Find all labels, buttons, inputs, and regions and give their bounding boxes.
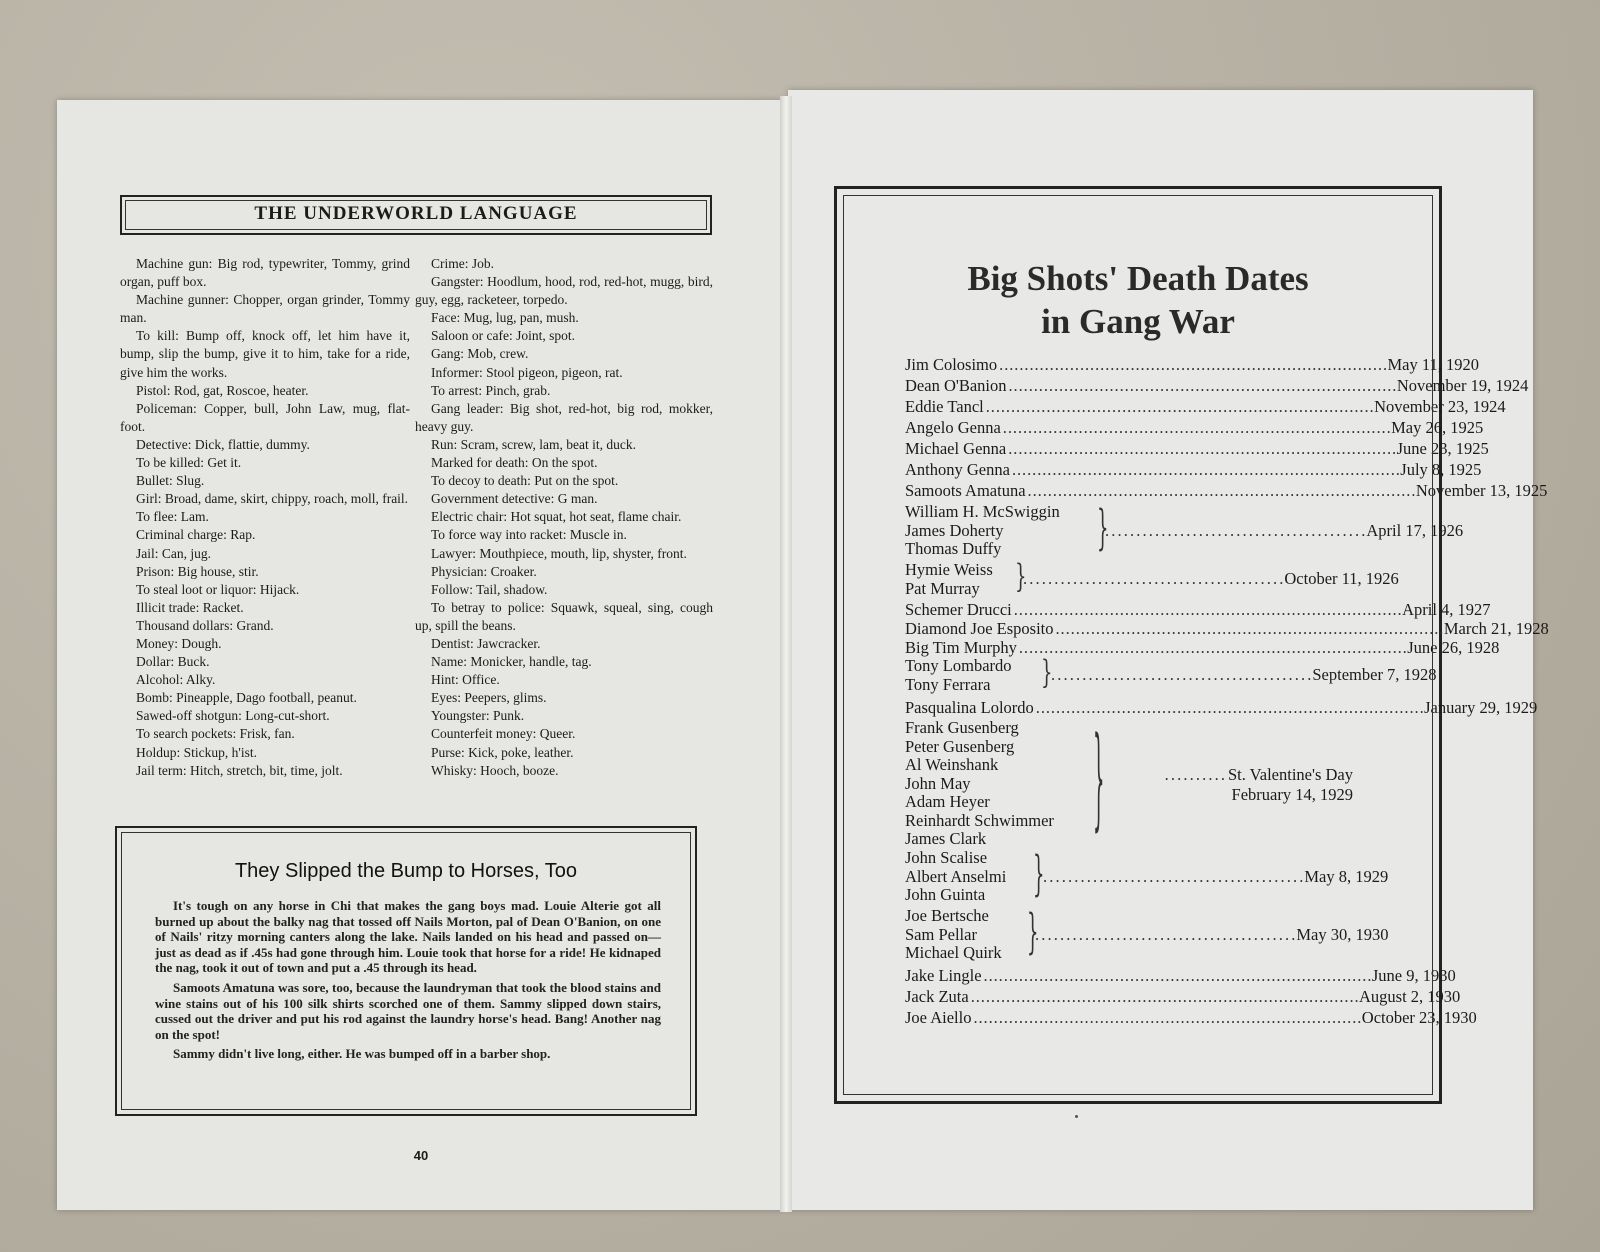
gangster-name: James Doherty bbox=[905, 520, 1004, 540]
glossary-definition: Mob, crew. bbox=[464, 346, 529, 362]
glossary-entry bbox=[415, 345, 713, 363]
glossary-term: Policeman: bbox=[136, 400, 197, 416]
glossary-definition: Mug, lug, pan, mush. bbox=[460, 310, 579, 326]
death-date: April 17, 1926 bbox=[1366, 521, 1464, 540]
leader-dots: . . . . . . . . . . . . . . . . . . . . . . . . . . . . . . . . . . . . . . . . . . bbox=[1051, 665, 1311, 684]
glossary-definition: Stool pigeon, pigeon, rat. bbox=[482, 364, 623, 380]
glossary-term: Face: bbox=[431, 310, 461, 326]
death-entry bbox=[905, 418, 1484, 438]
gangster-name: Tony Lombardo bbox=[905, 656, 1012, 675]
gangster-name: Michael Quirk bbox=[905, 943, 1002, 962]
glossary-entry bbox=[120, 599, 410, 617]
glossary-entry bbox=[415, 653, 713, 671]
glossary-term: Run: bbox=[431, 436, 458, 452]
death-entry bbox=[905, 460, 1482, 480]
gangster-name: Reinhardt Schwimmer bbox=[905, 810, 1054, 830]
glossary-term: Bullet: bbox=[136, 473, 173, 489]
death-entry bbox=[905, 397, 1506, 417]
gangster-name: Big Tim Murphy bbox=[905, 638, 1017, 657]
death-date: May 30, 1930 bbox=[1296, 925, 1389, 944]
group-names bbox=[905, 561, 1353, 598]
glossary-term: Girl: bbox=[136, 491, 162, 507]
glossary-definition: Pineapple, Dago football, peanut. bbox=[172, 690, 357, 706]
horses-story-box bbox=[115, 826, 697, 1116]
glossary-definition: G man. bbox=[554, 491, 598, 507]
glossary-term: Eyes: bbox=[431, 690, 461, 706]
glossary-definition: Racket. bbox=[199, 599, 244, 615]
glossary-definition: Dick, flattie, dummy. bbox=[191, 436, 310, 452]
glossary-definition: Tail, shadow. bbox=[473, 581, 548, 597]
group-date-line-1 bbox=[1165, 765, 1353, 785]
glossary-definition: Dough. bbox=[178, 635, 222, 651]
glossary-entry bbox=[120, 671, 410, 689]
glossary-term: Money: bbox=[136, 635, 178, 651]
death-entry bbox=[905, 481, 1548, 501]
glossary-term: To steal loot or liquor: bbox=[136, 581, 257, 597]
death-date: April 4, 1927 bbox=[1402, 600, 1491, 619]
group-names bbox=[905, 907, 1353, 963]
glossary-entry bbox=[120, 563, 410, 581]
leader-dots bbox=[1014, 600, 1400, 620]
glossary-term: Gangster: bbox=[431, 274, 484, 290]
glossary-entry bbox=[415, 382, 713, 400]
glossary-definition: Muscle in. bbox=[566, 527, 627, 543]
death-entry bbox=[905, 619, 1549, 639]
gangster-name: Joe Bertsche bbox=[905, 906, 989, 925]
glossary-definition: Bump off, knock off, let him have it, bump, slip the bump, give it to him, take for a ride, give him the works. bbox=[120, 328, 410, 380]
death-entry bbox=[905, 638, 1500, 658]
death-group bbox=[905, 655, 1437, 694]
glossary-term: Lawyer: bbox=[431, 545, 476, 561]
gangster-name: Peter Gusenberg bbox=[905, 736, 1015, 756]
glossary-entry bbox=[120, 707, 410, 725]
story-paragraph: Sammy didn't live long, either. He was bumped off in a barber shop. bbox=[173, 1046, 551, 1062]
glossary-entry bbox=[120, 255, 410, 291]
speck bbox=[1075, 1115, 1078, 1118]
glossary-entry bbox=[120, 472, 410, 490]
glossary-entry bbox=[120, 382, 410, 400]
glossary-definition: Hijack. bbox=[256, 581, 300, 597]
glossary-definition: Stickup, h'ist. bbox=[180, 744, 257, 760]
glossary-definition: Office. bbox=[458, 672, 500, 688]
brace-mark: } bbox=[1033, 847, 1045, 903]
glossary-term: Criminal charge: bbox=[136, 527, 227, 543]
glossary-entry bbox=[120, 617, 410, 635]
death-group bbox=[905, 501, 1464, 559]
glossary-definition: Buck. bbox=[174, 654, 210, 670]
gangster-name: Joe Aiello bbox=[905, 1008, 972, 1027]
glossary-entry bbox=[415, 255, 713, 273]
glossary-entry bbox=[415, 400, 713, 436]
glossary-term: Purse: bbox=[431, 744, 465, 760]
gangster-name: John May bbox=[905, 773, 971, 793]
glossary-definition: Queer. bbox=[536, 726, 576, 742]
glossary-entry bbox=[415, 526, 713, 544]
glossary-term: Marked for death: bbox=[431, 455, 529, 471]
death-date: February 14, 1929 bbox=[1231, 785, 1353, 804]
brace-mark: } bbox=[1041, 655, 1053, 692]
gangster-name: John Guinta bbox=[905, 885, 986, 904]
death-group bbox=[905, 847, 1389, 905]
glossary-entry bbox=[120, 454, 410, 472]
leader-dots bbox=[999, 355, 1385, 375]
glossary-definition: Pinch, grab. bbox=[482, 382, 551, 398]
death-date: August 2, 1930 bbox=[1359, 987, 1461, 1006]
glossary-term: Alcohol: bbox=[136, 672, 184, 688]
glossary-definition: Alky. bbox=[183, 672, 216, 688]
gangster-name: Al Weinshank bbox=[905, 755, 999, 774]
death-date: November 19, 1924 bbox=[1396, 376, 1529, 395]
gangster-name: Michael Genna bbox=[905, 439, 1007, 458]
gangster-name: Adam Heyer bbox=[905, 792, 990, 811]
death-entry bbox=[905, 698, 1538, 718]
leader-dots bbox=[971, 987, 1357, 1007]
glossary-entry bbox=[120, 762, 410, 780]
gangster-name: Angelo Genna bbox=[905, 418, 1001, 437]
death-entry bbox=[905, 600, 1491, 620]
glossary-entry bbox=[120, 635, 410, 653]
glossary-term: Physician: bbox=[431, 563, 488, 579]
death-entry bbox=[905, 439, 1489, 459]
group-names bbox=[905, 719, 1353, 849]
glossary-entry bbox=[415, 436, 713, 454]
glossary-definition: Put on the spot. bbox=[530, 473, 619, 489]
death-date: November 23, 1924 bbox=[1374, 397, 1506, 416]
death-dates-title bbox=[837, 257, 1439, 343]
death-date: June 23, 1925 bbox=[1396, 439, 1489, 458]
leader-dots bbox=[1012, 460, 1398, 480]
glossary-definition: Punk. bbox=[489, 708, 525, 724]
death-date: St. Valentine's Day bbox=[1227, 765, 1353, 784]
glossary-definition: Jawcracker. bbox=[473, 635, 541, 651]
death-date: June 9, 1930 bbox=[1371, 966, 1456, 985]
glossary-entry bbox=[415, 472, 713, 490]
brace-mark: } bbox=[1015, 559, 1027, 596]
glossary-term: To kill: bbox=[136, 328, 179, 344]
death-date: October 11, 1926 bbox=[1284, 569, 1399, 588]
glossary-definition: Hot squat, hot seat, flame chair. bbox=[507, 509, 682, 525]
glossary-entry bbox=[415, 744, 713, 762]
glossary-entry bbox=[415, 762, 713, 780]
glossary-term: Prison: bbox=[136, 563, 175, 579]
glossary-definition: Kick, poke, leather. bbox=[464, 744, 574, 760]
leader-dots bbox=[1003, 418, 1389, 438]
glossary-term: Hint: bbox=[431, 672, 459, 688]
death-entry bbox=[905, 987, 1461, 1007]
group-date-line bbox=[1105, 521, 1464, 541]
glossary-definition: Can, jug. bbox=[158, 545, 211, 561]
death-date: July 8, 1925 bbox=[1400, 460, 1482, 479]
glossary-entry bbox=[120, 653, 410, 671]
group-names bbox=[905, 849, 1353, 905]
glossary-entry bbox=[415, 545, 713, 563]
glossary-term: To be killed: bbox=[136, 455, 205, 471]
death-date: May 26, 1925 bbox=[1391, 418, 1484, 437]
glossary-entry bbox=[120, 725, 410, 743]
death-entry bbox=[905, 355, 1479, 375]
glossary-term: To force way into racket: bbox=[431, 527, 567, 543]
glossary-definition: Hoodlum, hood, rod, red-hot, mugg, bird, guy, egg, racketeer, torpedo. bbox=[415, 274, 713, 308]
gangster-name: Frank Gusenberg bbox=[905, 718, 1019, 737]
glossary-definition: Lam. bbox=[177, 509, 209, 525]
glossary-term: Youngster: bbox=[431, 708, 490, 724]
glossary-term: To search pockets: bbox=[136, 726, 237, 742]
glossary-entry bbox=[120, 545, 410, 563]
glossary-term: Holdup: bbox=[136, 744, 181, 760]
gangster-name: Jim Colosimo bbox=[905, 355, 998, 374]
leader-dots: . . . . . . . . . . . . . . . . . . . . . . . . . . . . . . . . . . . . . . . . . . bbox=[1105, 521, 1365, 540]
death-date: October 23, 1930 bbox=[1361, 1008, 1477, 1027]
glossary-entry bbox=[415, 309, 713, 327]
glossary-term: Jail term: bbox=[136, 762, 187, 778]
glossary-definition: Monicker, handle, tag. bbox=[467, 654, 592, 670]
leader-dots: . . . . . . . . . . bbox=[1164, 765, 1224, 784]
glossary-definition: Mouthpiece, mouth, lip, shyster, front. bbox=[475, 545, 687, 561]
gangster-name: Pat Murray bbox=[905, 578, 980, 598]
glossary-definition: Rod, gat, Roscoe, heater. bbox=[170, 382, 309, 398]
glossary-term: Gang: bbox=[431, 346, 464, 362]
death-group bbox=[905, 559, 1399, 598]
death-entry bbox=[905, 966, 1456, 986]
glossary-title-box bbox=[120, 195, 712, 235]
glossary-term: Detective: bbox=[136, 436, 192, 452]
story-paragraph: It's tough on any horse in Chi that makes the gang boys mad. Louie Alterie got all burned up about the balky nag that tossed off Nails Morton, pal of Dean O'Banion, on one of Nails' ritzy morning canters along the lake. Nails landed on his head and passed on—just as dead as if .45s had gone through him. Louie took that horse for a ride! He kidnaped the nag, took it out of town and put a .45 through its head. bbox=[155, 898, 661, 976]
glossary-entry bbox=[415, 454, 713, 472]
gangster-name: Eddie Tancl bbox=[905, 397, 984, 416]
leader-dots: . . . . . . . . . . . . . . . . . . . . . . . . . . . . . . . . . . . . . . . . . . bbox=[1043, 867, 1303, 886]
glossary-entry bbox=[415, 508, 713, 526]
title-line-2: in Gang War bbox=[1041, 302, 1235, 341]
glossary-term: To betray to police: bbox=[431, 599, 545, 615]
glossary-definition: On the spot. bbox=[528, 455, 598, 471]
leader-dots bbox=[973, 1008, 1359, 1028]
glossary-definition: Peepers, glims. bbox=[461, 690, 547, 706]
glossary-entry bbox=[415, 273, 713, 309]
page-number: 40 bbox=[413, 1148, 429, 1163]
glossary-term: Electric chair: bbox=[431, 509, 508, 525]
death-date: September 7, 1928 bbox=[1312, 665, 1437, 684]
glossary-definition: Squawk, squeal, sing, cough up, spill the beans. bbox=[415, 599, 713, 633]
glossary-entry bbox=[120, 508, 410, 526]
glossary-title: THE UNDERWORLD LANGUAGE bbox=[254, 203, 578, 224]
death-date: May 11, 1920 bbox=[1387, 355, 1479, 374]
leader-dots bbox=[1008, 439, 1394, 459]
glossary-term: Counterfeit money: bbox=[431, 726, 537, 742]
leader-dots bbox=[986, 397, 1372, 417]
glossary-term: To arrest: bbox=[431, 382, 483, 398]
story-title: They Slipped the Bump to Horses, Too bbox=[234, 860, 578, 882]
glossary-term: Jail: bbox=[136, 545, 159, 561]
glossary-entry bbox=[120, 490, 410, 508]
death-entry bbox=[905, 376, 1529, 396]
glossary-term: Thousand dollars: bbox=[136, 617, 234, 633]
story-body bbox=[155, 898, 661, 1066]
glossary-entry bbox=[120, 526, 410, 544]
glossary-entry bbox=[415, 671, 713, 689]
glossary-entry bbox=[415, 707, 713, 725]
leader-dots: . . . . . . . . . . . . . . . . . . . . . . . . . . . . . . . . . . . . . . . . . . bbox=[1035, 925, 1295, 944]
death-entry bbox=[905, 1008, 1477, 1028]
glossary-column-right bbox=[415, 255, 713, 780]
gangster-name: Thomas Duffy bbox=[905, 539, 1002, 558]
gangster-name: Samoots Amatuna bbox=[905, 481, 1026, 500]
leader-dots bbox=[1009, 376, 1395, 396]
glossary-term: Sawed-off shotgun: bbox=[136, 708, 242, 724]
glossary-entry bbox=[120, 689, 410, 707]
gangster-name: Jake Lingle bbox=[905, 966, 982, 985]
death-date: May 8, 1929 bbox=[1304, 867, 1389, 886]
gangster-name: Dean O'Banion bbox=[905, 376, 1007, 395]
glossary-term: Dollar: bbox=[136, 654, 175, 670]
glossary-entry bbox=[415, 581, 713, 599]
glossary-definition: Croaker. bbox=[487, 563, 537, 579]
glossary-entry bbox=[120, 291, 410, 327]
glossary-term: Machine gun: bbox=[136, 256, 213, 271]
glossary-entry bbox=[120, 400, 410, 436]
glossary-definition: Broad, dame, skirt, chippy, roach, moll, frail. bbox=[161, 491, 409, 507]
glossary-term: Name: bbox=[431, 654, 467, 670]
glossary-entry bbox=[415, 725, 713, 743]
gangster-name: Tony Ferrara bbox=[905, 674, 991, 694]
gangster-name: James Clark bbox=[905, 829, 987, 848]
glossary-entry bbox=[120, 327, 410, 381]
gangster-name: Jack Zuta bbox=[905, 987, 969, 1006]
glossary-entry bbox=[415, 599, 713, 635]
gangster-name: Hymie Weiss bbox=[905, 560, 993, 579]
brace-mark: } bbox=[1027, 905, 1039, 961]
glossary-entry bbox=[120, 436, 410, 454]
group-date-line bbox=[1035, 925, 1389, 945]
story-paragraph: Samoots Amatuna was sore, too, because the laundryman that took the blood stains and wine stains out of his 100 silk shirts scorched one of them. Sammy slipped down stairs, cussed out the driver and put his rod against the laundry horse's head. Bang! Another nag on the spot! bbox=[155, 979, 661, 1042]
glossary-definition: Hitch, stretch, bit, time, jolt. bbox=[186, 762, 343, 778]
glossary-definition: Big rod, typewriter, Tommy, grind organ, puff box. bbox=[120, 256, 410, 290]
glossary-term: Government detective: bbox=[431, 491, 555, 507]
glossary-definition: Get it. bbox=[204, 455, 242, 471]
leader-dots bbox=[1028, 481, 1414, 501]
glossary-entry bbox=[415, 635, 713, 653]
death-group bbox=[905, 719, 1353, 849]
glossary-definition: Joint, spot. bbox=[512, 328, 575, 344]
gangster-name: Diamond Joe Esposito bbox=[905, 619, 1054, 638]
glossary-term: Whisky: bbox=[431, 762, 477, 778]
glossary-entry bbox=[415, 490, 713, 508]
glossary-term: Saloon or cafe: bbox=[431, 328, 513, 344]
glossary-term: Informer: bbox=[431, 364, 483, 380]
brace-mark: } bbox=[1093, 717, 1105, 847]
glossary-entry bbox=[415, 563, 713, 581]
glossary-definition: Job. bbox=[468, 256, 495, 271]
glossary-definition: Frisk, fan. bbox=[236, 726, 295, 742]
leader-dots bbox=[1036, 698, 1422, 718]
glossary-entry bbox=[120, 581, 410, 599]
group-names bbox=[905, 657, 1353, 694]
glossary-column-left bbox=[120, 255, 410, 780]
glossary-definition: Hooch, booze. bbox=[476, 762, 559, 778]
glossary-definition: Rap. bbox=[226, 527, 256, 543]
glossary-term: Illicit trade: bbox=[136, 599, 200, 615]
glossary-term: Dentist: bbox=[431, 635, 474, 651]
glossary-definition: Big house, stir. bbox=[174, 563, 259, 579]
death-date: January 29, 1929 bbox=[1424, 698, 1538, 717]
glossary-definition: Big shot, red-hot, big rod, mokker, heavy guy. bbox=[415, 400, 714, 434]
death-group bbox=[905, 905, 1389, 963]
death-date: March 21, 1928 bbox=[1443, 619, 1549, 638]
group-date-line bbox=[1023, 569, 1399, 589]
gangster-name: Sam Pellar bbox=[905, 924, 977, 944]
glossary-definition: Grand. bbox=[233, 617, 274, 633]
gangster-name: Anthony Genna bbox=[905, 460, 1010, 479]
group-date-line bbox=[1043, 867, 1389, 887]
leader-dots bbox=[984, 966, 1370, 986]
group-names bbox=[905, 503, 1353, 559]
glossary-entry bbox=[120, 744, 410, 762]
glossary-definition: Long-cut-short. bbox=[241, 708, 330, 724]
group-date-line bbox=[1115, 765, 1353, 805]
glossary-definition: Slug. bbox=[172, 473, 205, 489]
glossary-term: Crime: bbox=[431, 256, 469, 271]
death-dates-box bbox=[834, 186, 1549, 1104]
gangster-name: William H. McSwiggin bbox=[905, 502, 1060, 521]
death-date: June 26, 1928 bbox=[1407, 638, 1500, 657]
glossary-term: Follow: bbox=[431, 581, 474, 597]
gangster-name: John Scalise bbox=[905, 848, 988, 867]
death-date: November 13, 1925 bbox=[1415, 481, 1548, 500]
glossary-term: To decoy to death: bbox=[431, 473, 531, 489]
book-spine bbox=[780, 96, 792, 1212]
gangster-name: Albert Anselmi bbox=[905, 866, 1007, 886]
glossary-definition: Scram, screw, lam, beat it, duck. bbox=[457, 436, 636, 452]
glossary-entry bbox=[415, 327, 713, 345]
gangster-name: Schemer Drucci bbox=[905, 600, 1012, 619]
glossary-term: Machine gunner: bbox=[136, 292, 229, 308]
glossary-definition: Copper, bull, John Law, mug, flat-foot. bbox=[120, 400, 410, 434]
glossary-term: Gang leader: bbox=[431, 400, 504, 416]
group-date-line bbox=[1051, 665, 1437, 685]
brace-mark: } bbox=[1097, 501, 1109, 557]
leader-dots bbox=[1056, 619, 1442, 639]
leader-dots bbox=[1019, 638, 1405, 658]
glossary-term: Bomb: bbox=[136, 690, 173, 706]
glossary-term: Pistol: bbox=[136, 382, 171, 398]
glossary-entry bbox=[415, 689, 713, 707]
leader-dots: . . . . . . . . . . . . . . . . . . . . . . . . . . . . . . . . . . . . . . . . . . bbox=[1023, 569, 1283, 588]
title-line-1: Big Shots' Death Dates bbox=[967, 259, 1309, 298]
glossary-entry bbox=[415, 364, 713, 382]
gangster-name: Pasqualina Lolordo bbox=[905, 698, 1034, 717]
glossary-definition: Chopper, organ grinder, Tommy man. bbox=[120, 292, 410, 326]
glossary-term: To flee: bbox=[136, 509, 178, 525]
